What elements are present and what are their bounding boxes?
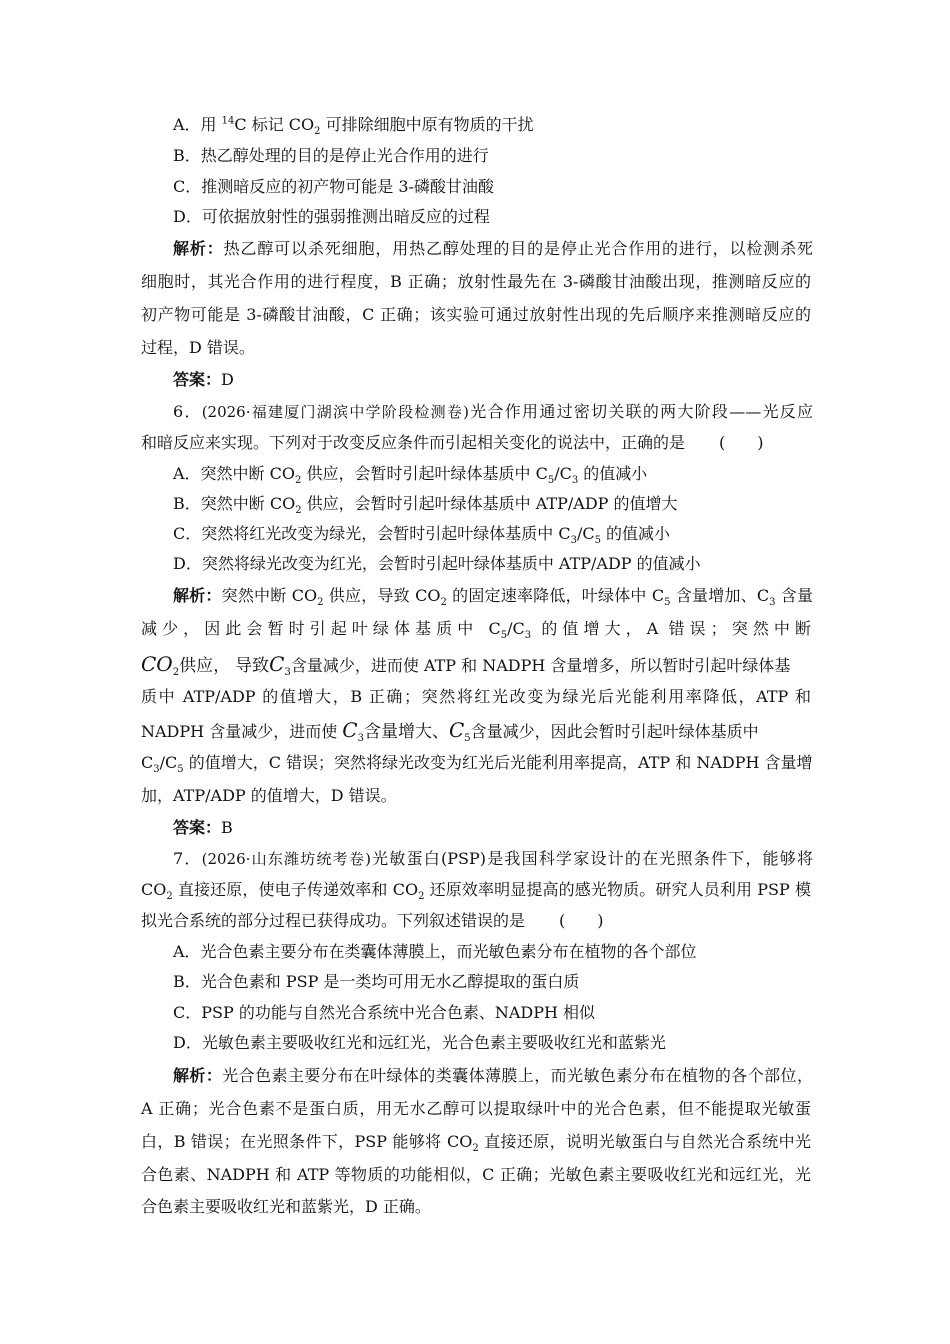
- q7-option-b: B．光合色素和 PSP 是一类均可用无水乙醇提取的蛋白质: [173, 972, 580, 991]
- q5-analysis-line: 解析：热乙醇可以杀死细胞，用热乙醇处理的目的是停止光合作用的进行，以检测杀死: [173, 239, 813, 258]
- answer-blank: ( ): [719, 433, 764, 452]
- q5-option-b: B．热乙醇处理的目的是停止光合作用的进行: [173, 146, 489, 165]
- q7-analysis-line: 合色素、NADPH 和 ATP 等物质的功能相似，C 正确；光敏色素主要吸收红光和远红光，光: [141, 1165, 811, 1184]
- q7-stem-line: 7．(2026·山东潍坊统考卷)光敏蛋白(PSP)是我国科学家设计的在光照条件下，能够将: [173, 849, 813, 868]
- q5-option-a: A．用 $^{14}$C 标记 $CO_2$ 可排除细胞中原有物质的干扰: [173, 115, 534, 138]
- q5-analysis-line: 初产物可能是 3-磷酸甘油酸，C 正确；该实验可通过放射性出现的先后顺序来推测暗反应的: [141, 305, 811, 324]
- q5-option-d: D．可依据放射性的强弱推测出暗反应的过程: [173, 207, 490, 226]
- q5-analysis-line: 细胞时，其光合作用的进行程度，B 正确；放射性最先在 3-磷酸甘油酸出现，推测暗反应的: [141, 272, 811, 291]
- q6-analysis-line: 质中 ATP/ADP 的值增大，B 正确；突然将红光改变为绿光后光能利用率降低，ATP 和: [141, 687, 811, 706]
- q6-analysis-line: 解析：突然中断 $CO_2$ 供应，导致 $CO_2$ 的固定速率降低，叶绿体中 $C_5$ 含量增加、$C_3$ 含量: [173, 586, 813, 609]
- q7-analysis-line: A 正确；光合色素不是蛋白质，用无水乙醇可以提取绿叶中的光合色素，但不能提取光敏蛋: [141, 1099, 811, 1118]
- q5-answer: 答案：D: [173, 370, 234, 389]
- q7-option-d: D．光敏色素主要吸收红光和远红光，光合色素主要吸收红光和蓝紫光: [173, 1033, 666, 1052]
- q6-answer: 答案：B: [173, 818, 233, 837]
- q7-analysis-line: 白，B 错误；在光照条件下，PSP 能够将 $CO_2$ 直接还原，说明光敏蛋白与自然光合系统中光: [141, 1132, 811, 1155]
- q7-analysis-line: 解析：光合色素主要分布在叶绿体的类囊体薄膜上，而光敏色素分布在植物的各个部位，: [173, 1066, 813, 1085]
- q7-option-a: A．光合色素主要分布在类囊体薄膜上，而光敏色素分布在植物的各个部位: [173, 942, 697, 961]
- q6-analysis-line: 加，ATP/ADP 的值增大，D 错误。: [141, 786, 397, 805]
- answer-blank: ( ): [559, 911, 604, 930]
- q5-analysis-line: 过程，D 错误。: [141, 338, 255, 357]
- q6-option-b: B．突然中断 $CO_2$ 供应，会暂时引起叶绿体基质中 ATP/ADP 的值增大: [173, 494, 678, 517]
- q6-source: (2026·福建厦门湖滨中学阶段检测卷): [201, 403, 470, 421]
- q6-stem-line: 6．(2026·福建厦门湖滨中学阶段检测卷)光合作用通过密切关联的两大阶段——光反应: [173, 402, 813, 421]
- q5-option-c: C．推测暗反应的初产物可能是 3-磷酸甘油酸: [173, 177, 494, 196]
- q6-option-d: D．突然将绿光改变为红光，会暂时引起叶绿体基质中 ATP/ADP 的值减小: [173, 554, 701, 573]
- q7-stem-line: 拟光合系统的部分过程已获得成功。下列叙述错误的是 ( ): [141, 911, 604, 930]
- q7-stem-line: $CO_2$ 直接还原，使电子传递效率和 $CO_2$ 还原效率明显提高的感光物质。研究人员利用 PSP 模: [141, 880, 811, 903]
- q6-analysis-line: $C_3/C_5$ 的值增大，C 错误；突然将绿光改变为红光后光能利用率提高，ATP 和 NADPH 含量增: [141, 753, 813, 776]
- q6-analysis-line: 减少，因此会暂时引起叶绿体基质中 $C_5/C_3$ 的值增大，A 错误；突然中断: [141, 619, 811, 642]
- q7-option-c: C．PSP 的功能与自然光合系统中光合色素、NADPH 相似: [173, 1003, 596, 1022]
- q6-option-c: C．突然将红光改变为绿光，会暂时引起叶绿体基质中 $C_3/C_5$ 的值减小: [173, 524, 671, 547]
- q7-source: (2026·山东潍坊统考卷): [201, 850, 371, 868]
- q6-stem-line: 和暗反应来实现。下列对于改变反应条件而引起相关变化的说法中，正确的是 ( ): [141, 433, 764, 452]
- q6-option-a: A．突然中断 $CO_2$ 供应，会暂时引起叶绿体基质中 $C_5/C_3$ 的值减小: [173, 464, 648, 487]
- q6-analysis-line: $CO_2$供应， 导致$C_3$含量减少，进而使 ATP 和 NADPH 含量增多，所以暂时引起叶绿体基: [141, 652, 791, 679]
- q6-analysis-line: NADPH 含量减少，进而使 $C_3$含量增大、$C_5$含量减少，因此会暂时引起叶绿体基质中: [141, 718, 759, 745]
- q7-analysis-line: 合色素主要吸收红光和蓝紫光，D 正确。: [141, 1197, 431, 1216]
